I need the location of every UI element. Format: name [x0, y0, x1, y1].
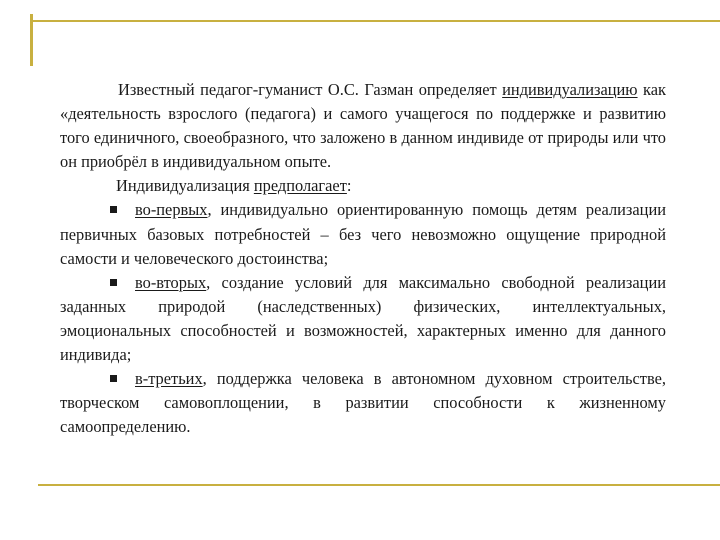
- slide-body: [60, 78, 666, 439]
- lead-in-paragraph: [60, 174, 666, 198]
- bullet-2-label: во-вторых: [135, 272, 207, 292]
- intro-rest: как «деятельность взрослого (педагога) и самого учащегося по поддержке и развитию того единичного, своеобразного, что заложено в данном индивиде от природы или что он приобрёл в индивидуальном опыте.: [60, 80, 666, 172]
- bullet-2-text: , создание условий для максимально свободной реализации заданных природой (наследственных) физических, интеллектуальных, эмоциональных способностей и возможностей, характерных именно для данного индивида;: [60, 272, 666, 365]
- lead-in-colon: :: [346, 176, 352, 196]
- frame-bottom-line: [38, 484, 720, 486]
- bullet-point-2: [60, 271, 666, 367]
- frame-top-line: [30, 20, 720, 22]
- intro-lead: Известный педагог-гуманист О.С. Газман определяет: [118, 80, 503, 99]
- intro-paragraph: [60, 78, 666, 174]
- square-bullet-icon: [110, 375, 117, 382]
- bullet-3-text: , поддержка человека в автономном духовном строительстве, творческом самовоплощении, в развитии способности к жизненному самоопределению.: [60, 369, 666, 437]
- bullet-1-label: во-первых: [135, 200, 208, 220]
- bullet-3-label: в-третьих: [135, 369, 203, 389]
- bullet-point-1: [60, 198, 666, 270]
- intro-term: индивидуализацию: [502, 80, 638, 99]
- square-bullet-icon: [110, 206, 117, 213]
- lead-in-subject: Индивидуализация: [116, 176, 254, 196]
- bullet-point-3: [60, 367, 666, 439]
- square-bullet-icon: [110, 279, 117, 286]
- bullet-1-text: , индивидуально ориентированную помощь детям реализации первичных базовых потребностей – без чего невозможно ощущение природной самости и человеческого достоинства;: [60, 200, 666, 268]
- lead-in-verb: предполагает: [253, 176, 347, 196]
